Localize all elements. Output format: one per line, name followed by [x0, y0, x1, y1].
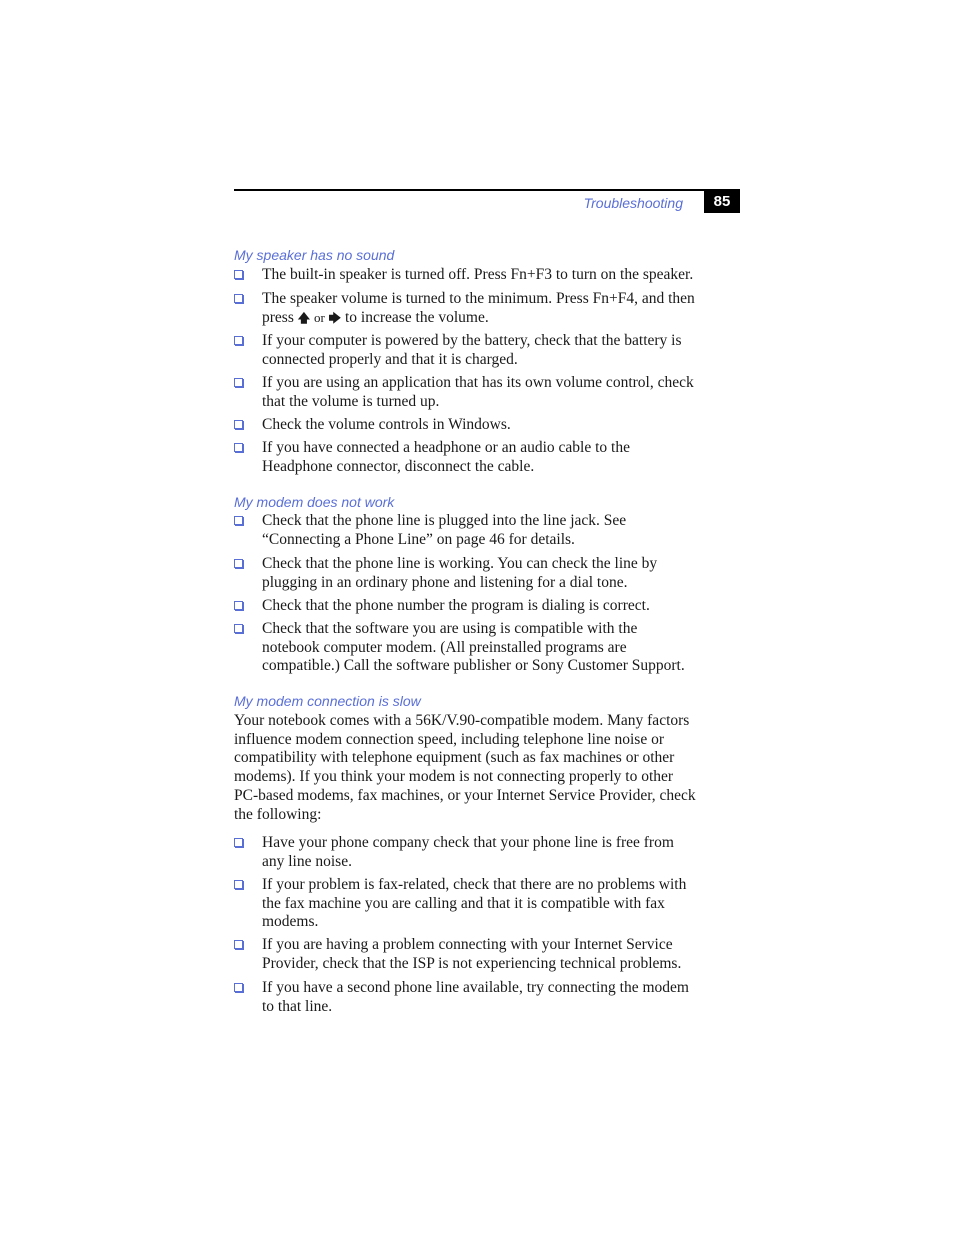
checkbox-bullet-icon — [234, 838, 243, 847]
document-page — [234, 0, 740, 1235]
header-section-title: Troubleshooting — [583, 195, 683, 211]
heading-modem-not-work: My modem does not work — [234, 494, 395, 510]
list-item: Check that the phone number the program is dialing is correct. — [234, 597, 740, 616]
list-item: Check the volume controls in Windows. — [234, 416, 740, 435]
list-item: If you are using an application that has its own volume control, check that the volume is turned up. — [234, 374, 740, 411]
list-item: The built-in speaker is turned off. Press Fn+F3 to turn on the speaker. — [234, 266, 740, 285]
checkbox-bullet-icon — [234, 270, 243, 279]
list-item: If your computer is powered by the battery, check that the battery is connected properly and that it is charged. — [234, 332, 740, 369]
checkbox-bullet-icon — [234, 378, 243, 387]
list-item: The speaker volume is turned to the minimum. Press Fn+F4, and then press 🡅 or 🡆 to increase the volume. — [234, 290, 740, 327]
body-paragraph: Your notebook comes with a 56K/V.90-compatible modem. Many factors influence modem connection speed, including telephone line noise or compatibility with telephone equipment (such as fax machines or other modems). If you think your modem is not connecting properly to other PC-based modems, fax machines, or your Internet Service Provider, check the following: — [234, 712, 696, 823]
list-item: If you are having a problem connecting with your Internet Service Provider, check that the ISP is not experiencing technical problems. — [234, 936, 740, 973]
list-item: Check that the phone line is working. You can check the line by plugging in an ordinary phone and listening for a dial tone. — [234, 555, 740, 592]
list-item: If you have connected a headphone or an audio cable to the Headphone connector, disconnect the cable. — [234, 439, 740, 476]
checkbox-bullet-icon — [234, 880, 243, 889]
list-item: Check that the software you are using is compatible with the notebook computer modem. (All preinstalled programs are compatible.) Call the software publisher or Sony Customer Support. — [234, 620, 740, 676]
checkbox-bullet-icon — [234, 601, 243, 610]
checkbox-bullet-icon — [234, 559, 243, 568]
list-item: If your problem is fax-related, check that there are no problems with the fax machine you are calling and that it is compatible with fax modems. — [234, 876, 740, 932]
page-number: 85 — [704, 191, 740, 213]
right-arrow-icon: 🡆 — [328, 310, 342, 325]
checkbox-bullet-icon — [234, 443, 243, 452]
heading-modem-slow: My modem connection is slow — [234, 693, 421, 709]
header-rule — [234, 189, 740, 191]
checkbox-bullet-icon — [234, 983, 243, 992]
checkbox-bullet-icon — [234, 940, 243, 949]
checkbox-bullet-icon — [234, 516, 243, 525]
list-item: If you have a second phone line available, try connecting the modem to that line. — [234, 979, 740, 1016]
up-arrow-icon: 🡅 — [297, 310, 311, 325]
heading-speaker-no-sound: My speaker has no sound — [234, 247, 395, 263]
checkbox-bullet-icon — [234, 624, 243, 633]
volume-arrows-line: press 🡅 or 🡆 to increase the volume. — [262, 308, 489, 326]
list-item: Have your phone company check that your phone line is free from any line noise. — [234, 834, 740, 871]
checkbox-bullet-icon — [234, 336, 243, 345]
checkbox-bullet-icon — [234, 420, 243, 429]
list-item: Check that the phone line is plugged into the line jack. See “Connecting a Phone Line” on page 46 for details. — [234, 512, 740, 549]
checkbox-bullet-icon — [234, 294, 243, 303]
